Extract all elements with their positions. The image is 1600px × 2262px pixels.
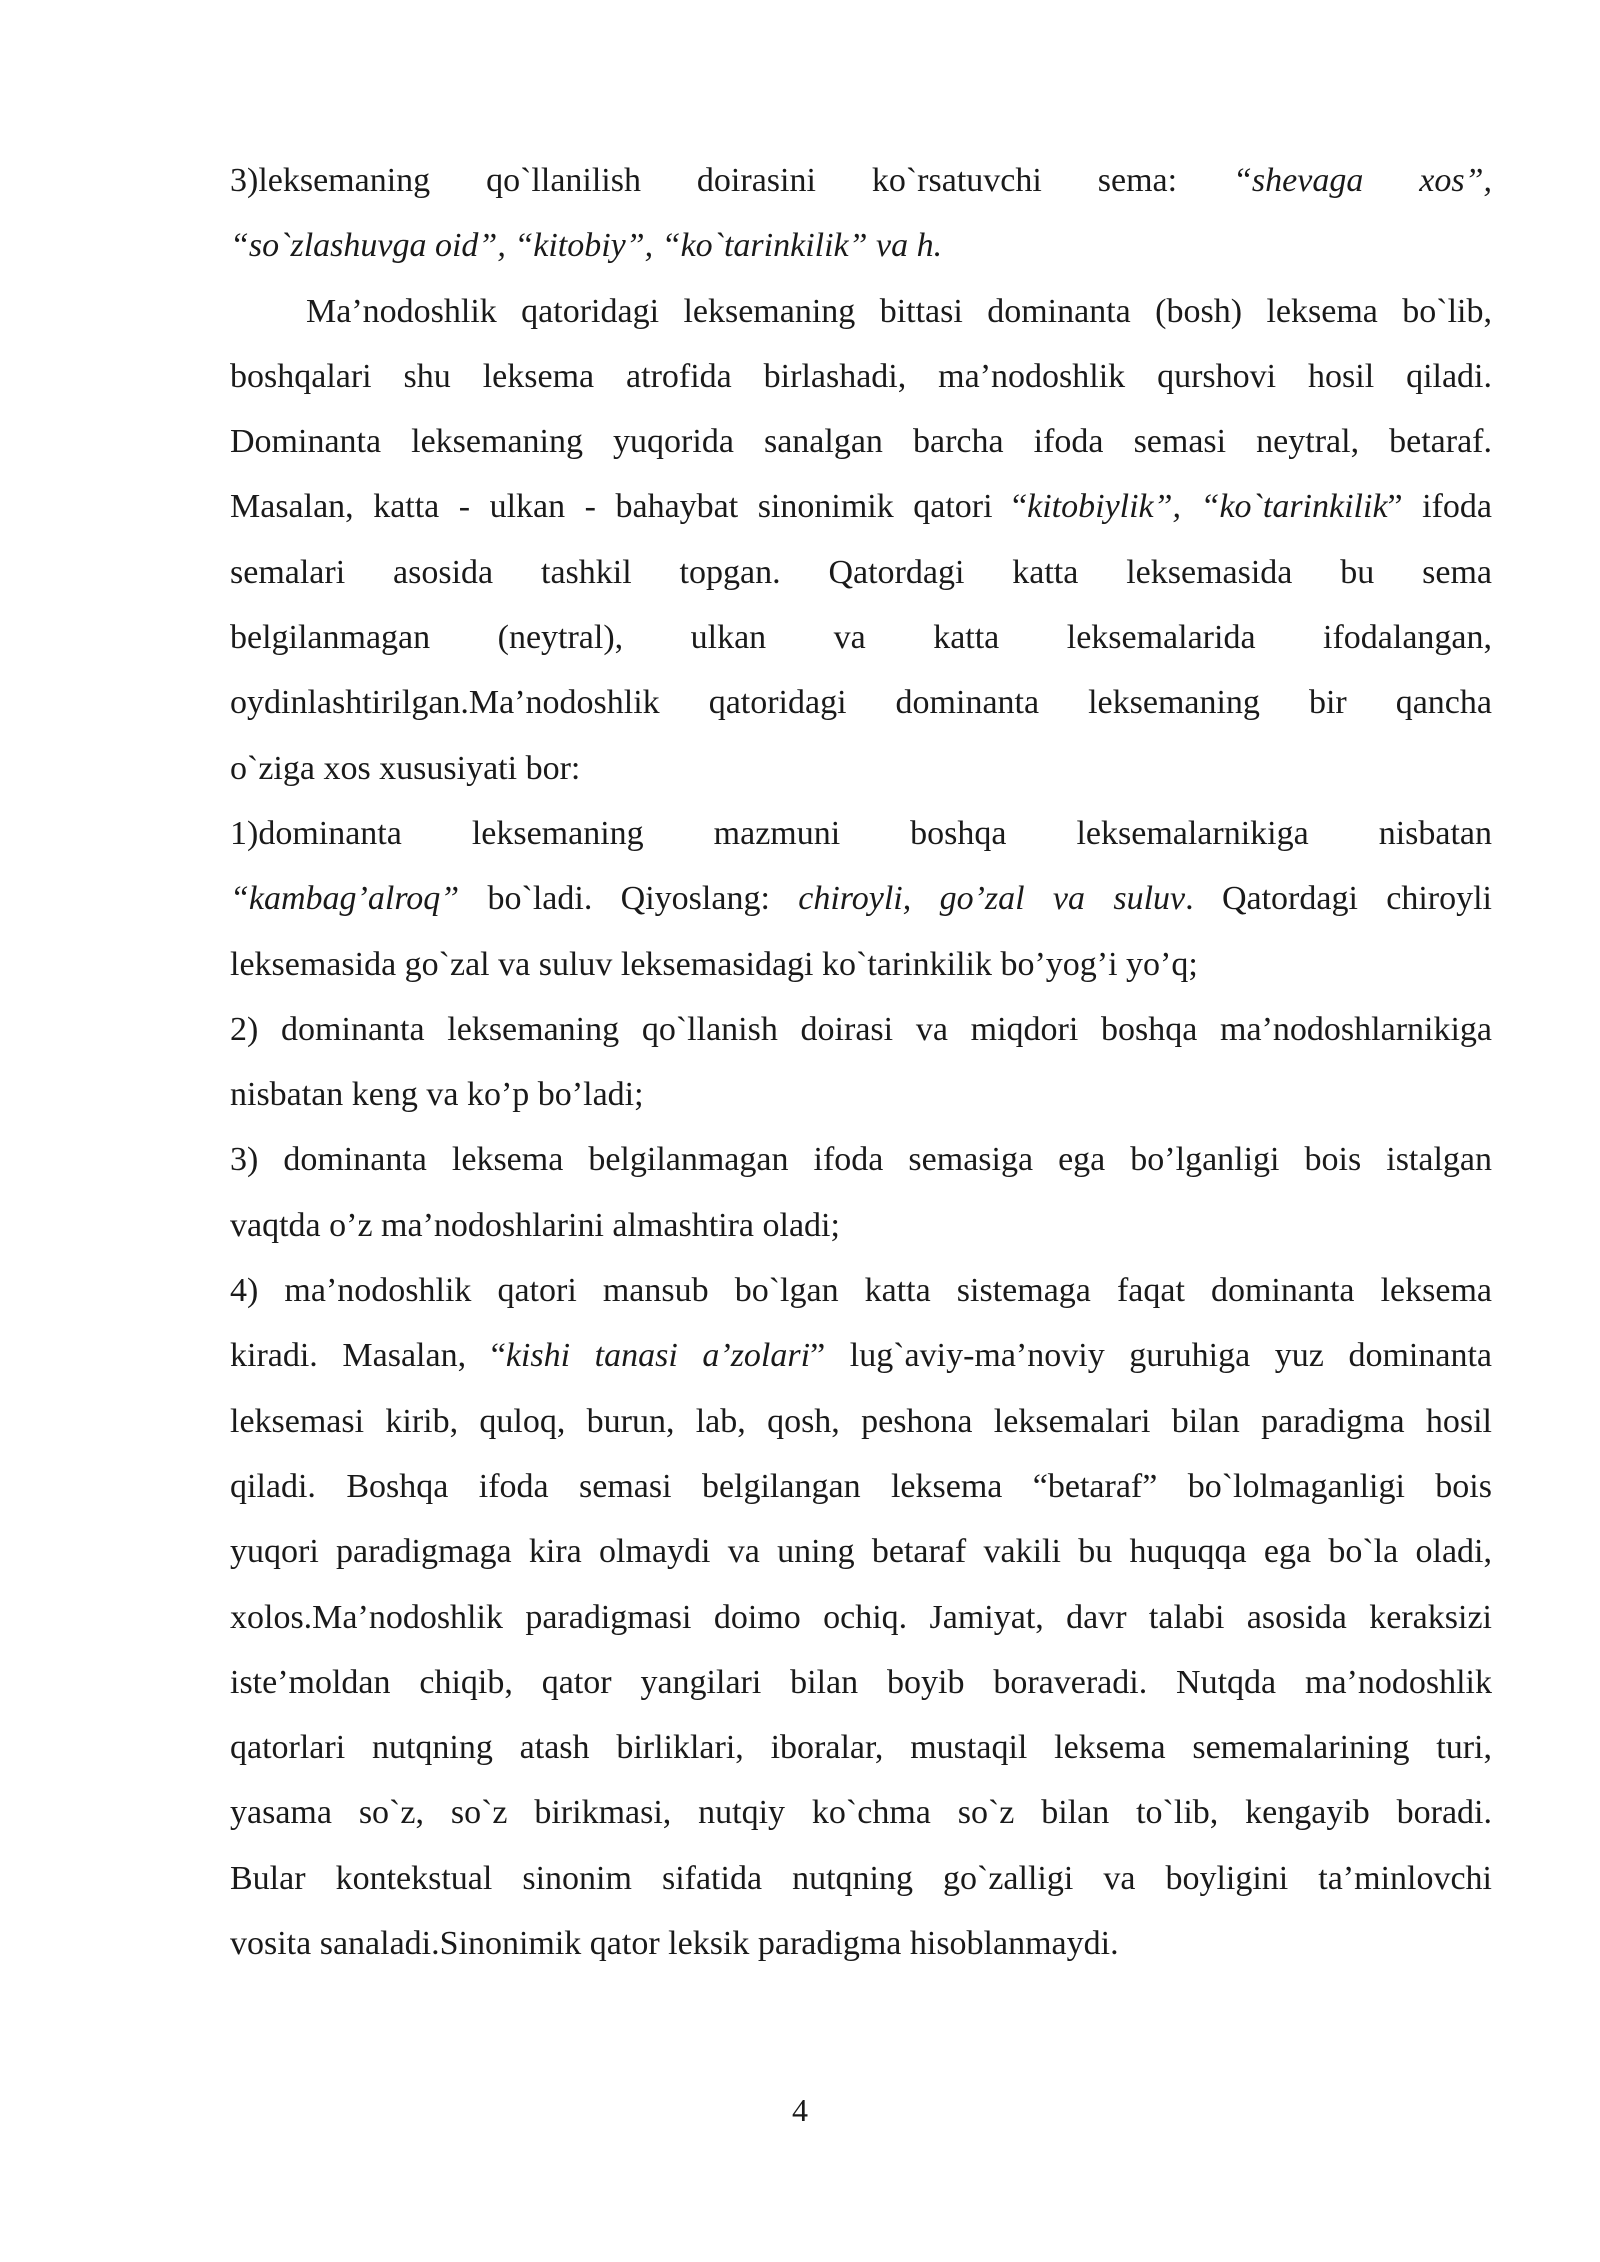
text-run: qiladi. Boshqa ifoda semasi belgilangan leksema “betaraf” bo`lolmaganligi bois bbox=[230, 1467, 1492, 1505]
text-run: . Qatordagi chiroyli bbox=[1185, 880, 1493, 918]
text-run: belgilanmagan (neytral), ulkan va katta leksemalarida ifodalangan, bbox=[230, 619, 1492, 657]
text-line bbox=[230, 866, 1492, 931]
text-line bbox=[230, 1127, 1492, 1192]
text-line bbox=[230, 1519, 1492, 1584]
text-run: 3)leksemaning qo`llanilish doirasini ko`rsatuvchi sema: bbox=[230, 162, 1233, 199]
text-line bbox=[230, 801, 1492, 866]
text-line bbox=[230, 279, 1492, 344]
text-line bbox=[230, 409, 1492, 474]
text-run: 2) dominanta leksemaning qo`llanish doirasi va miqdori boshqa ma’nodoshlarnikiga bbox=[230, 1010, 1492, 1048]
text-line bbox=[230, 997, 1492, 1062]
italic-text: “kambag’alroq” bbox=[230, 880, 460, 918]
text-run: vosita sanaladi.Sinonimik qator leksik paradigma hisoblanmaydi. bbox=[230, 1925, 1119, 1963]
text-run: nisbatan keng va ko’p bo’ladi; bbox=[230, 1076, 644, 1114]
text-run: leksemasida go`zal va suluv leksemasidagi ko`tarinkilik bo’yog’i yo’q; bbox=[230, 945, 1198, 983]
text-run: ” lug`aviy-ma’noviy guruhiga yuz dominanta bbox=[810, 1337, 1493, 1375]
text-run: yasama so`z, so`z birikmasi, nutqiy ko`chma so`z bilan to`lib, kengayib boradi. bbox=[230, 1794, 1492, 1832]
text-run: leksemasi kirib, quloq, burun, lab, qosh, peshona leksemalari bilan paradigma hosil bbox=[230, 1402, 1492, 1440]
text-line bbox=[230, 148, 1492, 213]
text-line bbox=[230, 1062, 1492, 1127]
text-line bbox=[230, 1389, 1492, 1454]
text-run: iste’moldan chiqib, qator yangilari bilan boyib boraveradi. Nutqda ma’nodoshlik bbox=[230, 1663, 1492, 1701]
text-run: Bular kontekstual sinonim sifatida nutqning go`zalligi va boyligini ta’minlovchi bbox=[230, 1859, 1492, 1897]
text-run: o`ziga xos xususiyati bor: bbox=[230, 749, 581, 787]
text-line bbox=[230, 1911, 1492, 1976]
text-run: Dominanta leksemaning yuqorida sanalgan barcha ifoda semasi neytral, betaraf. bbox=[230, 423, 1492, 461]
text-run: boshqalari shu leksema atrofida birlashadi, ma’nodoshlik qurshovi hosil qiladi. bbox=[230, 357, 1492, 395]
text-line bbox=[230, 1650, 1492, 1715]
text-line bbox=[230, 213, 1492, 278]
text-run: 3) dominanta leksema belgilanmagan ifoda semasiga ega bo’lganligi bois istalgan bbox=[230, 1141, 1492, 1179]
text-run: bo`ladi. Qiyoslang: bbox=[459, 880, 799, 918]
text-line bbox=[230, 670, 1492, 735]
italic-text: kitobiylik”, “ko`tarinkilik bbox=[1027, 488, 1388, 526]
italic-text: chiroyli, go’zal va suluv bbox=[798, 880, 1186, 918]
text-run: semalari asosida tashkil topgan. Qatordagi katta leksemasida bu sema bbox=[230, 553, 1492, 591]
text-line bbox=[230, 932, 1492, 997]
text-run: Ma’nodoshlik qatoridagi leksemaning bittasi dominanta (bosh) leksema bo`lib, bbox=[306, 292, 1492, 330]
text-line bbox=[230, 1780, 1492, 1845]
text-run: yuqori paradigmaga kira olmaydi va uning betaraf vakili bu huquqqa ega bo`la oladi, bbox=[230, 1533, 1492, 1571]
italic-text: “so`zlashuvga oid”, “kitobiy”, “ko`tarinkilik” va h. bbox=[230, 227, 943, 265]
text-run: ” ifoda bbox=[1387, 488, 1492, 526]
text-line bbox=[230, 1585, 1492, 1650]
text-line bbox=[230, 736, 1492, 801]
text-line bbox=[230, 1193, 1492, 1258]
text-run: 4) ma’nodoshlik qatori mansub bo`lgan katta sistemaga faqat dominanta leksema bbox=[230, 1272, 1492, 1310]
text-run: 1)dominanta leksemaning mazmuni boshqa leksemalarnikiga nisbatan bbox=[230, 814, 1492, 852]
text-run: xolos.Ma’nodoshlik paradigmasi doimo ochiq. Jamiyat, davr talabi asosida keraksizi bbox=[230, 1598, 1492, 1636]
text-run: kiradi. Masalan, “ bbox=[230, 1337, 506, 1375]
text-line bbox=[230, 1323, 1492, 1388]
text-line bbox=[230, 1846, 1492, 1911]
text-line bbox=[230, 1258, 1492, 1323]
text-run: Masalan, katta - ulkan - bahaybat sinonimik qatori “ bbox=[230, 488, 1028, 526]
document-body bbox=[230, 148, 1492, 1976]
italic-text: kishi tanasi a’zolari bbox=[505, 1337, 811, 1375]
text-line bbox=[230, 1454, 1492, 1519]
text-run: qatorlari nutqning atash birliklari, iboralar, mustaqil leksema sememalarining turi, bbox=[230, 1729, 1492, 1767]
text-line bbox=[230, 344, 1492, 409]
text-line bbox=[230, 540, 1492, 605]
text-run: vaqtda o’z ma’nodoshlarini almashtira oladi; bbox=[230, 1206, 840, 1244]
page-number: 4 bbox=[792, 2092, 808, 2128]
italic-text: “shevaga xos”, bbox=[1233, 162, 1492, 199]
text-run: oydinlashtirilgan.Ma’nodoshlik qatoridagi dominanta leksemaning bir qancha bbox=[230, 684, 1492, 722]
text-line bbox=[230, 474, 1492, 539]
text-line bbox=[230, 605, 1492, 670]
text-line bbox=[230, 1715, 1492, 1780]
